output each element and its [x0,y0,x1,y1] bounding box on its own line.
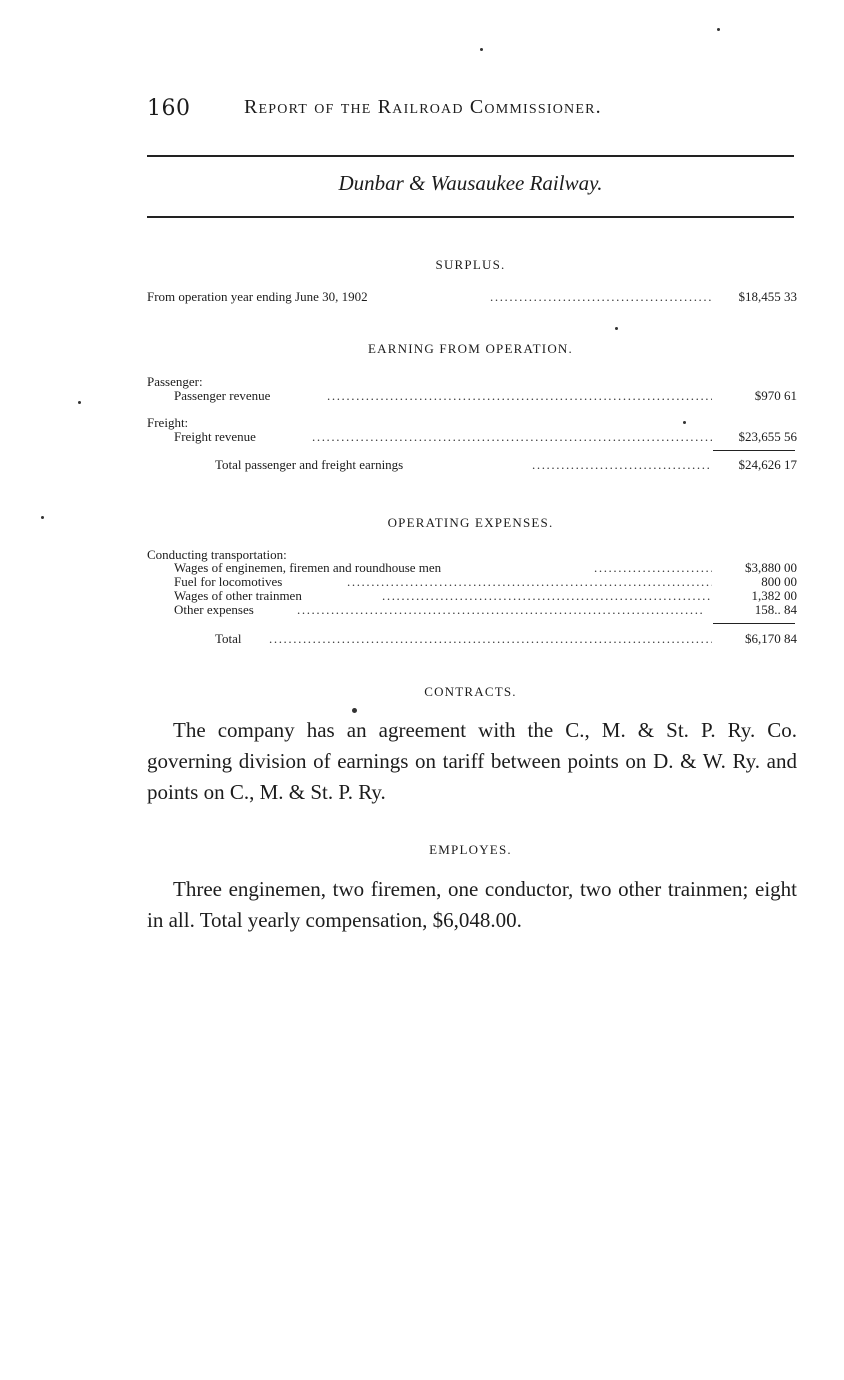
scan-speck [683,421,686,424]
scan-speck [41,516,44,519]
sum-rule [713,623,795,624]
expense-row [147,602,797,618]
top-rule [147,155,794,157]
surplus-label: From operation year ending June 30, 1902 [147,289,368,304]
contracts-heading: CONTRACTS. [424,684,517,699]
leader-dots [532,457,712,473]
running-head [147,96,797,126]
earnings-total-label: Total passenger and freight earnings [215,457,404,472]
leader-dots [312,429,712,445]
passenger-revenue-line [147,388,797,404]
passenger-revenue-amount: $970 61 [754,388,797,403]
scan-speck [717,28,720,31]
earnings-heading: EARNING FROM OPERATION. [368,341,573,356]
sum-rule [713,450,795,451]
bottom-rule [147,216,794,218]
leader-dots [269,631,712,647]
passenger-revenue-label: Passenger revenue [174,388,271,403]
scan-speck [78,401,81,404]
leader-dots [297,602,702,618]
expense-label: Wages of other trainmen [174,588,302,603]
earnings-total-amount: $24,626 17 [738,457,797,472]
surplus-line [147,289,797,305]
expenses-total-label: Total [215,631,242,646]
expense-amount: 158.. 84 [754,602,797,617]
contracts-text: The company has an agreement with the C., M. & St. P. Ry. Co. governing division of earnings on tariff between points on D. & W. Ry. and points on C., M. & St. P. Ry. [147,718,797,804]
passenger-group-label: Passenger: [147,374,203,389]
scan-speck [352,708,357,713]
earnings-total-line [147,457,797,473]
expense-label: Other expenses [174,602,254,617]
scan-speck [615,327,618,330]
surplus-heading: SURPLUS. [435,257,506,272]
employes-heading: EMPLOYES. [429,842,512,857]
railway-title: Dunbar & Wausaukee Railway. [338,171,603,195]
expenses-total-amount: $6,170 84 [745,631,797,646]
employes-text: Three enginemen, two firemen, one conductor, two other trainmen; eight in all. Total yearly compensation, $6,048.00. [147,877,797,932]
freight-revenue-line [147,429,797,445]
page-number: 160 [147,96,191,121]
expense-amount: 1,382 00 [751,588,797,603]
expense-amount: $3,880 00 [745,560,797,575]
freight-revenue-label: Freight revenue [174,429,256,444]
expenses-heading: OPERATING EXPENSES. [387,515,554,530]
expense-label: Fuel for locomotives [174,574,283,589]
leader-dots [327,388,712,404]
leader-dots [490,289,712,305]
expense-label: Wages of enginemen, firemen and roundhouse men [174,560,442,575]
freight-revenue-amount: $23,655 56 [738,429,797,444]
scan-speck [480,48,483,51]
expense-amount: 800 00 [761,574,797,589]
freight-group-label: Freight: [147,415,189,430]
expenses-group-label: Conducting transportation: [147,547,287,562]
expenses-total-line [147,631,797,647]
surplus-amount: $18,455 33 [738,289,797,304]
running-title: Report of the Railroad Commissioner. [244,96,602,118]
employes-paragraph [147,874,797,936]
contracts-paragraph [147,715,797,808]
